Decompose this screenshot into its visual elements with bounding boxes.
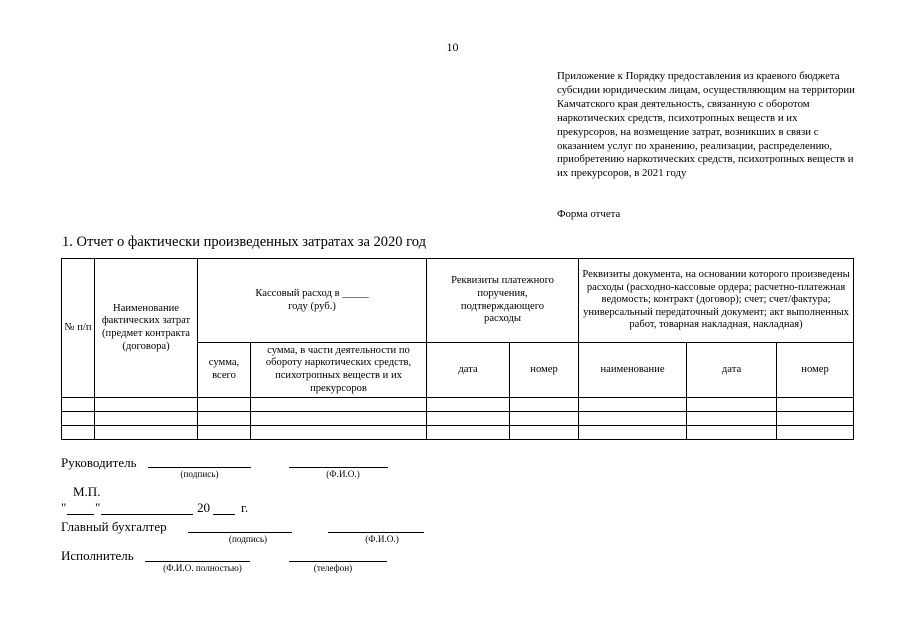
header-cost-name: Наименование фактических затрат (предмет контракта (договора) [95,259,198,398]
stamp-place: М.П. [73,484,101,499]
accountant-fio-caption: (Ф.И.О.) [365,534,399,544]
header-document-name: наименование [579,343,687,398]
accountant-signature-caption: (подпись) [228,534,268,544]
header-cash-expense: Кассовый расход в _____ году (руб.) [198,259,427,343]
date-year-line [213,514,235,515]
executor-fio-line [145,561,250,562]
head-label: Руководитель [61,455,137,470]
header-sum-total: сумма, всего [198,343,251,398]
header-document-date: дата [687,343,777,398]
date-month-line [101,514,193,515]
report-title: 1. Отчет о фактически произведенных затратах за 2020 год [62,234,426,250]
accountant-label: Главный бухгалтер [61,519,167,534]
date-quote-close: " [95,500,101,515]
head-signature-line [148,467,251,468]
date-year-suffix: г. [241,500,249,515]
accountant-fio-line [328,532,424,533]
table-row [62,398,854,412]
table-row [62,426,854,440]
accountant-signature-line [188,532,292,533]
table-row [62,412,854,426]
report-table [61,258,854,440]
header-payment-number: номер [510,343,579,398]
header-sum-part: сумма, в части деятельности по обороту наркотических средств, психотропных веществ и их прекурсоров [251,343,427,398]
date-quote-open: " [61,500,67,515]
date-year-prefix: 20 [197,500,210,515]
executor-label: Исполнитель [61,548,134,563]
header-payment-details: Реквизиты платежного поручения, подтверждающего расходы [427,259,579,343]
header-number: № п/п [62,259,95,398]
form-label: Форма отчета [557,208,621,220]
header-document-details: Реквизиты документа, на основании которого произведены расходы (расходно-кассовые ордера; расчетно-платежная ведомость; контракт (договор); счет; счет/фактура; универсальный передаточный документ; акт выполненных работ, товарная накладная, накладная) [579,259,854,343]
executor-phone-line [289,561,387,562]
executor-fio-caption: (Ф.И.О. полностью) [163,563,242,573]
head-fio-caption: (Ф.И.О.) [326,469,360,479]
head-fio-line [289,467,388,468]
header-payment-date: дата [427,343,510,398]
page-number: 10 [446,40,459,54]
head-signature-caption: (подпись) [180,469,219,479]
executor-phone-caption: (телефон) [313,563,353,573]
date-day-line [67,514,94,515]
appendix-note: Приложение к Порядку предоставления из краевого бюджета субсидии юридическим лицам, осуществляющим на территории Камчатского края деятельность, связанную с оборотом наркотических средств, психотропных веществ и их прекурсоров, на возмещение затрат, возникших в связи с оказанием услуг по хранению, реализации, распределению, приобретению наркотических средств, психотропных веществ и их прекурсоров, в 2021 году [557,70,855,180]
header-document-number: номер [777,343,854,398]
